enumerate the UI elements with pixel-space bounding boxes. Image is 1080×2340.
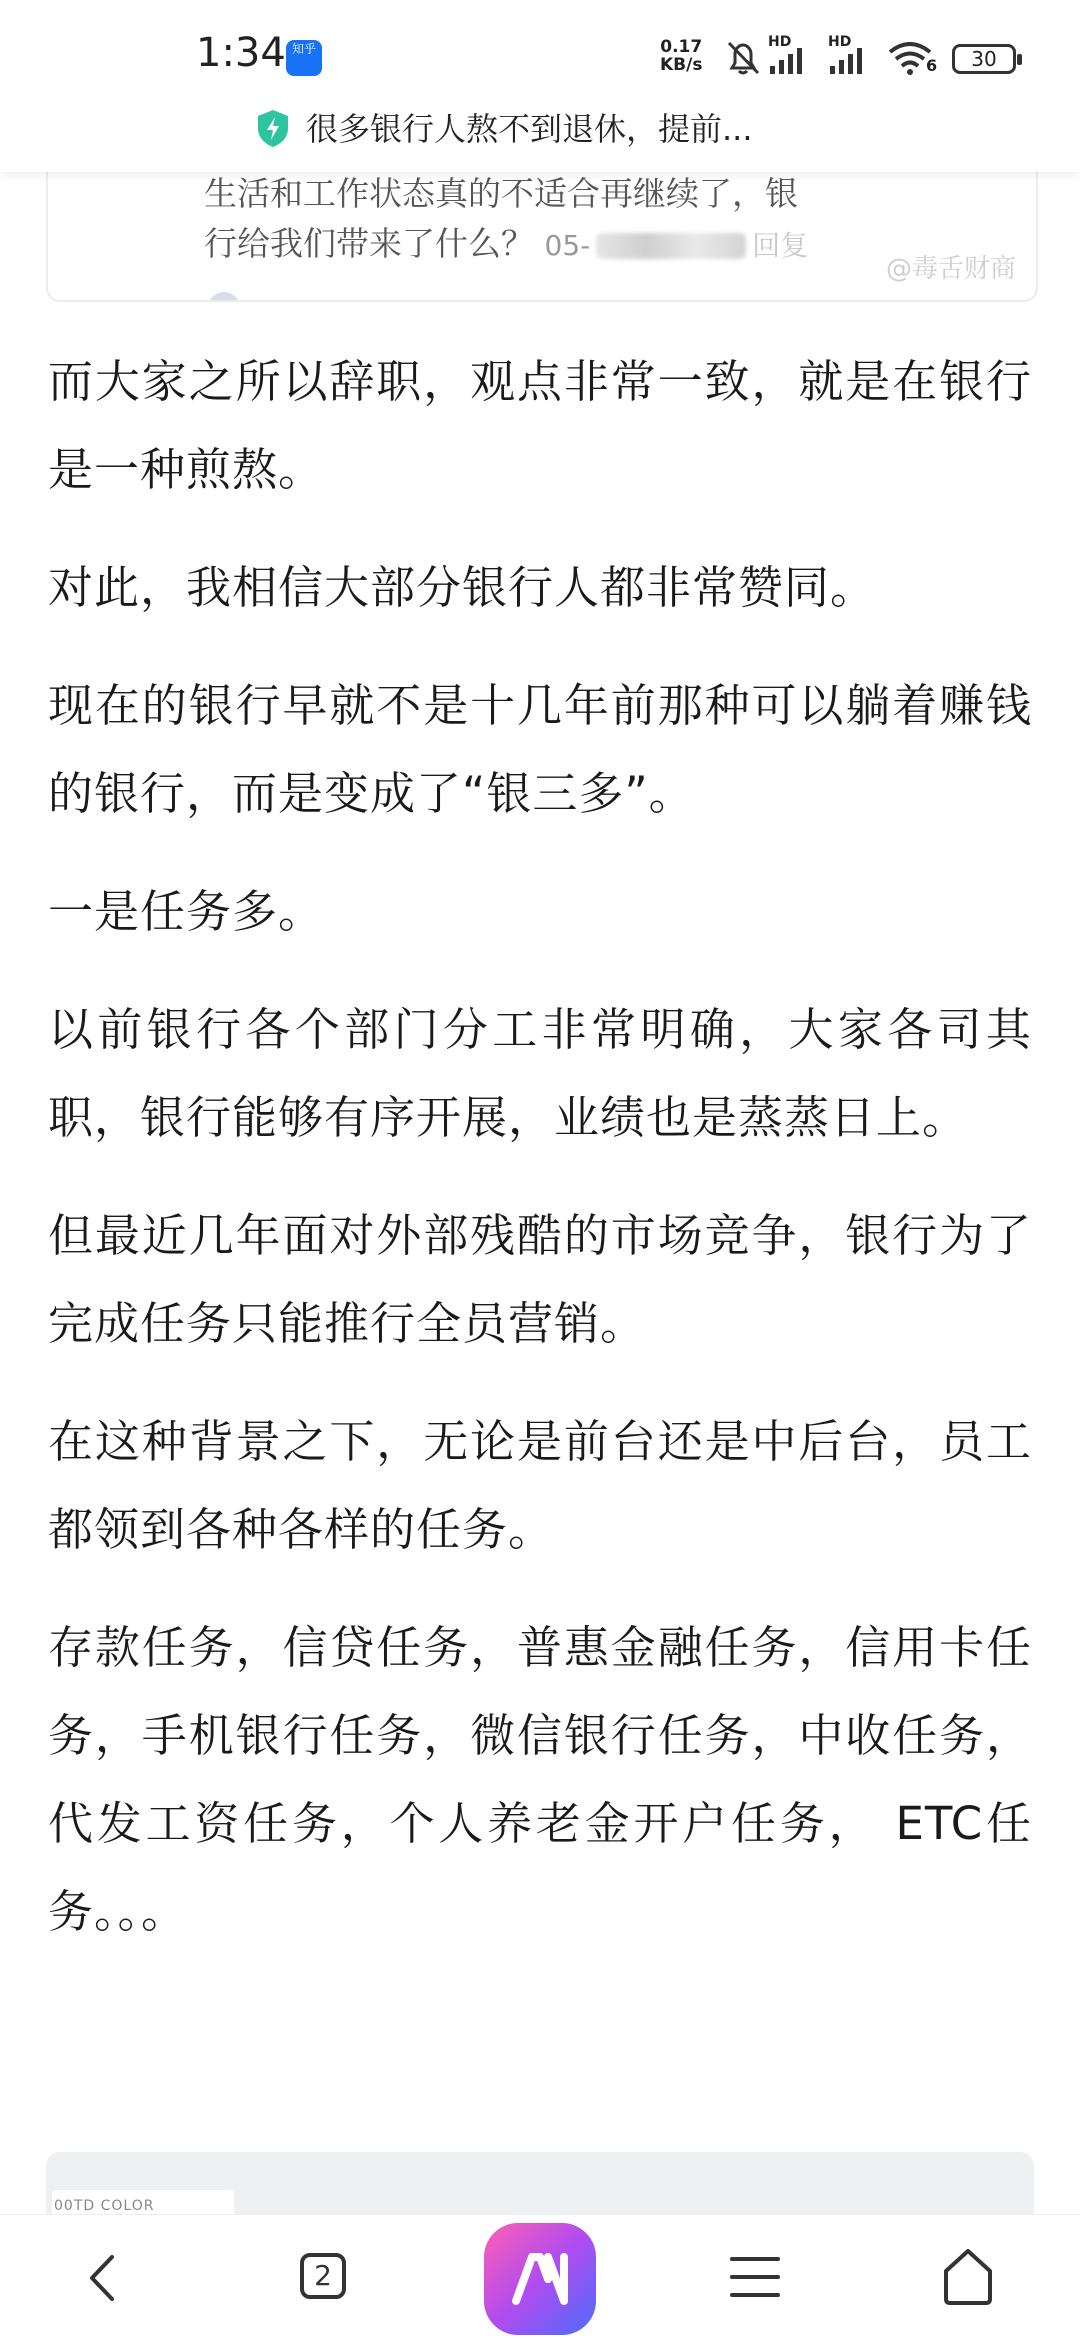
article-paragraph: 以前银行各个部门分工非常明确，大家各司其职，银行能够有序开展，业绩也是蒸蒸日上。 [48,1003,1032,1144]
home-button[interactable] [930,2215,1010,2340]
signal-1-hd-label: HD [768,34,792,50]
network-speed-value: 0.17 [660,37,703,57]
network-speed-unit: KB/s [660,55,703,75]
tab-count: 2 [300,2253,346,2299]
bottom-navigation [0,2214,1080,2340]
tabs-button[interactable] [288,2215,368,2340]
wifi-label: 6 [926,56,938,75]
blurred-date-mask [596,233,746,259]
article-body [48,338,1032,1986]
back-button[interactable] [66,2215,146,2340]
network-speed [660,38,702,74]
watermark: @毒舌财商 [885,254,1016,284]
article-paragraph: 存款任务，信贷任务，普惠金融任务，信用卡任务，手机银行任务，微信银行任务，中收任务，代发工资任务，个人养老金开户任务， ETC任务。。。 [48,1621,1032,1938]
hamburger-menu-icon [730,2255,780,2299]
quote-date: 05- [544,229,591,262]
cellular-signal-2-icon [828,46,868,76]
article-paragraph: 现在的银行早就不是十几年前那种可以躺着赚钱的银行，而是变成了“银三多”。 [48,679,1032,820]
ai-assistant-button[interactable] [484,2215,596,2340]
chevron-left-icon [84,2253,124,2303]
article-paragraph: 一是任务多。 [48,885,325,938]
signal-2-hd-label: HD [828,34,852,50]
ai-assistant-logo [484,2223,596,2335]
quote-line-2 [204,218,808,265]
battery-indicator: 30 [952,44,1016,74]
status-time: 1:34 [196,30,286,76]
image-caption: 00TD COLOR [54,2198,155,2214]
article-paragraph: 但最近几年面对外部残酷的市场竞争，银行为了完成任务只能推行全员营销。 [48,1209,1032,1350]
ai-logo-icon [510,2251,570,2307]
mute-bell-icon [724,40,762,76]
app-icon-label: 知乎 [291,42,316,56]
secure-shield-icon [256,108,290,148]
avatar [208,292,240,302]
page-title: 很多银行人熬不到退休，提前... [306,110,753,148]
menu-button[interactable] [716,2215,796,2340]
quote-line-2-text: 行给我们带来了什么？ [204,224,534,263]
article-paragraph: 对此，我相信大部分银行人都非常赞同。 [48,561,877,614]
status-bar [0,0,1080,108]
article-paragraph: 而大家之所以辞职，观点非常一致，就是在银行是一种煎熬。 [48,355,1032,496]
home-icon [940,2247,996,2307]
quote-line-1: 生活和工作状态真的不适合再继续了，银 [204,174,798,213]
cellular-signal-1-icon [768,46,808,76]
article-paragraph: 在这种背景之下，无论是前台还是中后台，员工都领到各种各样的任务。 [48,1415,1032,1556]
zhihu-app-icon [286,40,322,76]
page-title-bar[interactable] [0,100,1080,172]
quote-reply-link[interactable]: 回复 [752,229,809,262]
